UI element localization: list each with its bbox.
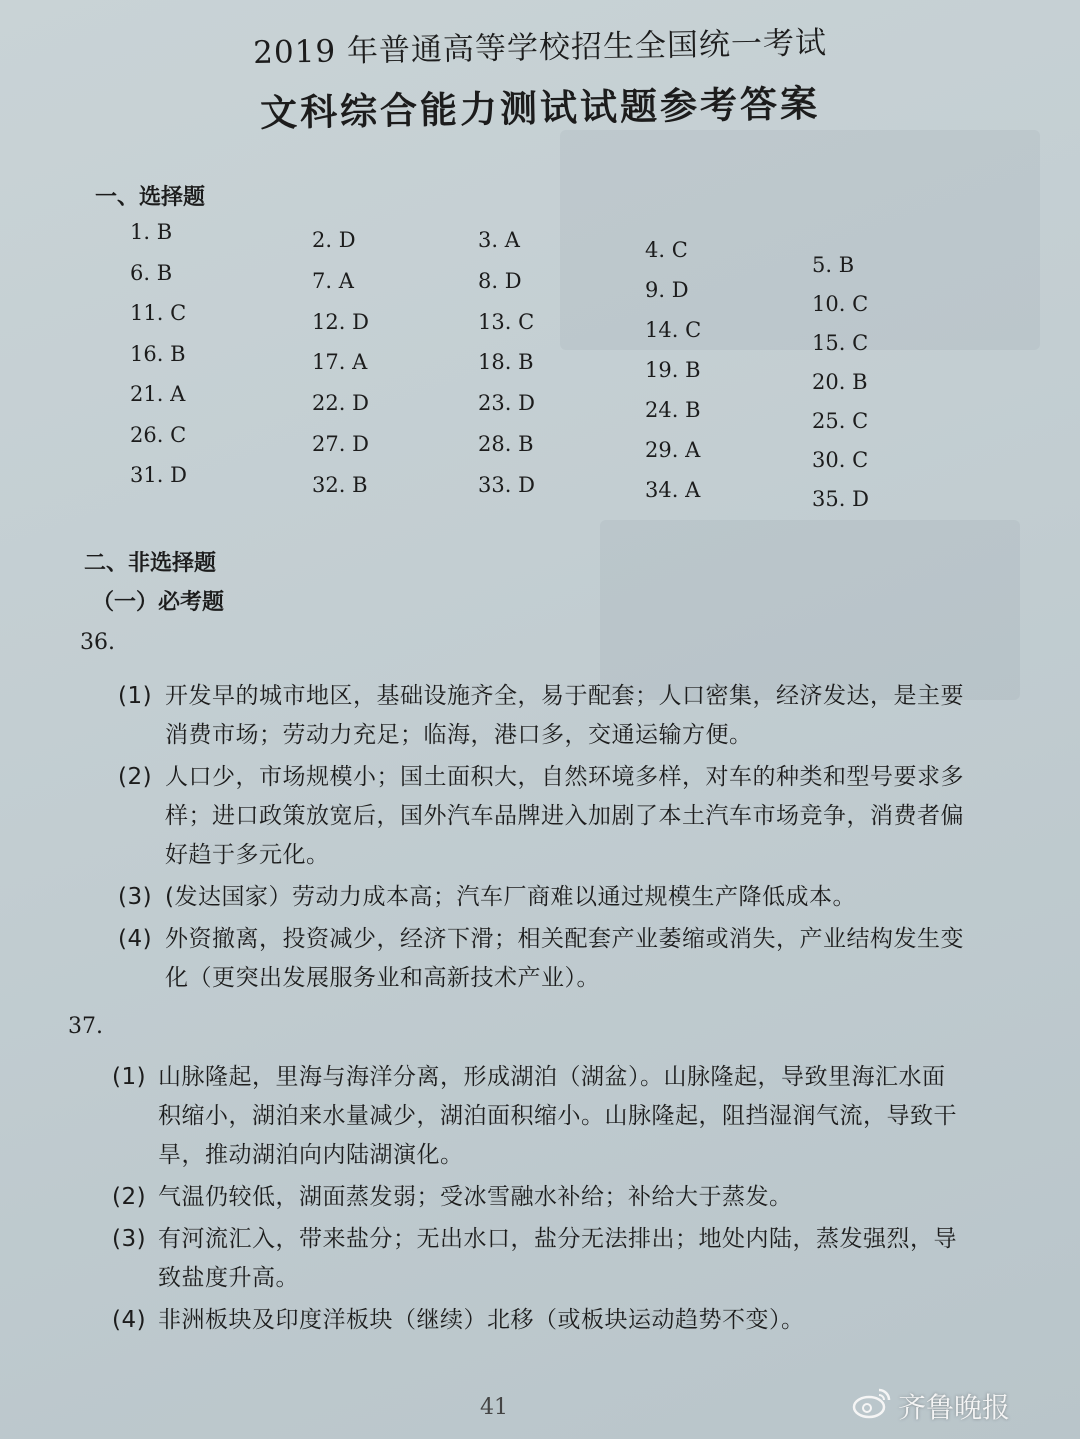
- choice-answer: 16. B: [130, 341, 186, 366]
- answer-line: 致盐度升高。: [158, 1265, 299, 1291]
- question-number-37: 37.: [68, 1014, 103, 1039]
- choice-answer: 29. A: [645, 438, 701, 462]
- answer-key-title: 文科综合能力测试试题参考答案: [259, 81, 821, 135]
- choice-answer: 24. B: [645, 398, 701, 422]
- bleed-through-shadow: [600, 520, 1020, 700]
- choice-answer: 35. D: [812, 487, 869, 511]
- item-label: (2): [112, 1184, 147, 1210]
- choice-answer: 9. D: [645, 278, 689, 302]
- choice-answer: 17. A: [312, 350, 368, 375]
- exam-title: 2019 年普通高等学校招生全国统一考试: [252, 24, 828, 72]
- choice-answer: 33. D: [478, 472, 535, 497]
- answer-line: 旱，推动湖泊向内陆湖演化。: [158, 1142, 464, 1168]
- answer-line: 气温仍较低，湖面蒸发弱；受冰雪融水补给；补给大于蒸发。: [158, 1184, 793, 1210]
- choice-answer: 30. C: [812, 448, 869, 472]
- choice-answer: 22. D: [312, 391, 369, 416]
- choice-answer: 5. B: [812, 253, 855, 277]
- answer-line: 开发早的城市地区，基础设施齐全，易于配套；人口密集，经济发达，是主要: [165, 683, 964, 709]
- answer-line: 山脉隆起，里海与海洋分离，形成湖泊（湖盆）。山脉隆起，导致里海汇水面: [158, 1064, 946, 1090]
- choice-answer: 20. B: [812, 370, 868, 394]
- subsection-heading-required: （一）必考题: [92, 589, 225, 615]
- choice-answer: 19. B: [645, 358, 701, 382]
- choice-answer: 14. C: [645, 318, 702, 342]
- item-label: (2): [118, 764, 153, 790]
- watermark-text: 齐鲁晚报: [898, 1391, 1011, 1424]
- answer-line: 积缩小，湖泊来水量减少，湖泊面积缩小。山脉隆起，阻挡湿润气流，导致干: [158, 1103, 957, 1129]
- answer-line: 人口少，市场规模小；国土面积大，自然环境多样，对车的种类和型号要求多: [165, 764, 964, 790]
- choice-answer: 3. A: [478, 228, 520, 252]
- answer-line: 化（更突出发展服务业和高新技术产业）。: [165, 965, 600, 991]
- choice-answer: 28. B: [478, 432, 534, 456]
- item-label: (1): [118, 683, 153, 709]
- section-heading-choice: 一、选择题: [95, 184, 206, 210]
- answer-line: (发达国家）劳动力成本高；汽车厂商难以通过规模生产降低成本。: [165, 884, 856, 910]
- choice-answer: 2. D: [312, 228, 356, 252]
- item-label: (4): [112, 1307, 147, 1333]
- choice-answer: 12. D: [312, 309, 369, 334]
- item-label: (4): [118, 926, 153, 952]
- choice-answer: 23. D: [478, 391, 535, 416]
- item-label: (3): [112, 1226, 147, 1252]
- choice-answer: 7. A: [312, 268, 354, 293]
- watermark: [852, 1388, 1010, 1424]
- choice-answer: 25. C: [812, 409, 869, 433]
- choice-answer: 26. C: [130, 422, 187, 447]
- choice-answer: 4. C: [645, 238, 688, 262]
- answer-line: 好趋于多元化。: [165, 842, 330, 868]
- choice-answer: 27. D: [312, 432, 369, 456]
- choice-answer: 13. C: [478, 309, 535, 334]
- choice-answer: 1. B: [130, 220, 173, 244]
- answer-line: 消费市场；劳动力充足；临海，港口多，交通运输方便。: [165, 722, 753, 748]
- choice-answer: 34. A: [645, 478, 701, 502]
- choice-answer: 6. B: [130, 260, 173, 285]
- section-heading-nonchoice: 二、非选择题: [84, 550, 217, 576]
- choice-answer: 15. C: [812, 331, 869, 355]
- item-label: (1): [112, 1064, 147, 1090]
- weibo-icon: [852, 1386, 892, 1427]
- choice-answer: 32. B: [312, 472, 368, 497]
- question-number-36: 36.: [80, 630, 115, 655]
- choice-answer: 11. C: [130, 301, 187, 325]
- choice-answer: 10. C: [812, 292, 869, 316]
- answer-line: 非洲板块及印度洋板块（继续）北移（或板块运动趋势不变）。: [158, 1307, 805, 1333]
- page-number: 41: [480, 1395, 508, 1420]
- choice-answer: 21. A: [130, 382, 186, 406]
- bleed-through-shadow: [560, 130, 1040, 350]
- answer-line: 样；进口政策放宽后，国外汽车品牌进入加剧了本土汽车市场竞争，消费者偏: [165, 803, 964, 829]
- choice-answer: 18. B: [478, 350, 534, 375]
- answer-line: 有河流汇入，带来盐分；无出水口，盐分无法排出；地处内陆，蒸发强烈，导: [158, 1226, 957, 1252]
- choice-answer: 31. D: [130, 463, 187, 487]
- choice-answer: 8. D: [478, 268, 522, 293]
- answer-line: 外资撤离，投资减少，经济下滑；相关配套产业萎缩或消失，产业结构发生变: [165, 926, 964, 952]
- item-label: (3): [118, 884, 153, 910]
